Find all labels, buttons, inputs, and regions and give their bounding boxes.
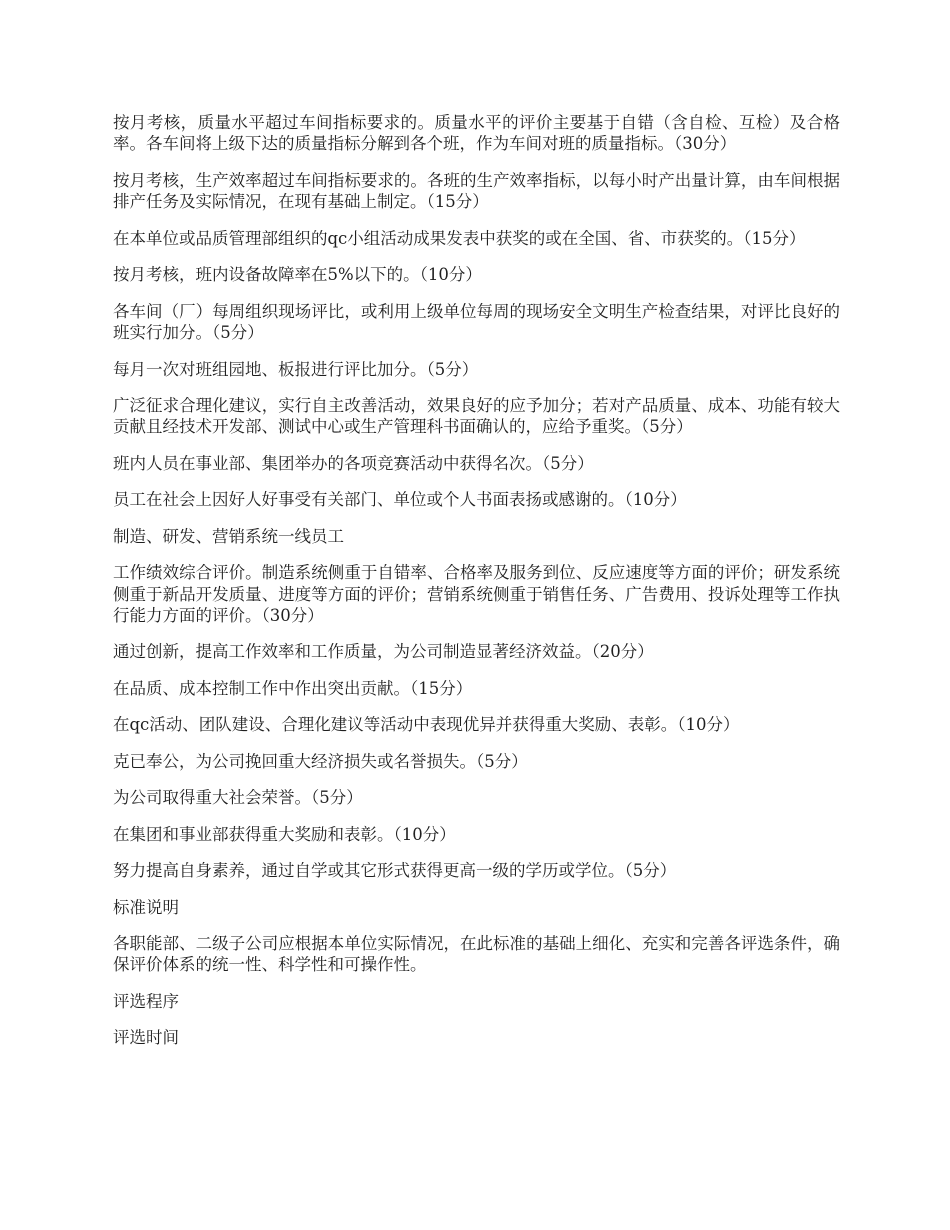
paragraph-competition-rank: 班内人员在事业部、集团举办的各项竞赛活动中获得名次。（5分） — [113, 453, 594, 473]
section-heading-standard-note: 标准说明 — [113, 897, 179, 917]
paragraph-performance-evaluation: 工作绩效综合评价。制造系统侧重于自错率、合格率及服务到位、反应速度等方面的评价；研发系统侧重于新品开发质量、进度等方面的评价；营销系统侧重于销售任务、广告费用、投诉处理等工作执行能力方面的评价。（30分） — [113, 563, 840, 625]
paragraph-quality-level: 按月考核，质量水平超过车间指标要求的。质量水平的评价主要基于自错（含自检、互检）及合格率。各车间将上级下达的质量指标分解到各个班，作为车间对班的质量指标。（30分） — [113, 113, 840, 154]
paragraph-good-deeds: 员工在社会上因好人好事受有关部门、单位或个人书面表扬或感谢的。（10分） — [113, 490, 687, 510]
paragraph-cost-control: 在品质、成本控制工作中作出突出贡献。（15分） — [113, 678, 473, 698]
paragraph-board-evaluation: 每月一次对班组园地、板报进行评比加分。（5分） — [113, 359, 479, 379]
paragraph-loss-recovery: 克已奉公，为公司挽回重大经济损失或名誉损失。（5分） — [113, 751, 528, 771]
paragraph-equipment-failure: 按月考核，班内设备故障率在5%以下的。（10分） — [113, 265, 482, 285]
paragraph-self-improvement: 努力提高自身素养，通过自学或其它形式获得更高一级的学历或学位。（5分） — [113, 861, 677, 881]
paragraph-site-evaluation: 各车间（厂）每周组织现场评比，或利用上级单位每周的现场安全文明生产检查结果，对评比良好的班实行加分。（5分） — [113, 301, 840, 343]
paragraph-qc-award: 在本单位或品质管理部组织的qc小组活动成果发表中获奖的或在全国、省、市获奖的。（15分） — [113, 228, 806, 248]
paragraph-social-honor: 为公司取得重大社会荣誉。（5分） — [113, 788, 363, 808]
paragraph-rationalization: 广泛征求合理化建议，实行自主改善活动，效果良好的应予加分；若对产品质量、成本、功能有较大贡献且经技术开发部、测试中心或生产管理科书面确认的，应给予重奖。（5分） — [113, 395, 840, 437]
section-heading-frontline: 制造、研发、营销系统一线员工 — [113, 526, 344, 546]
section-heading-selection-procedure: 评选程序 — [113, 991, 179, 1011]
paragraph-qc-activities: 在qc活动、团队建设、合理化建议等活动中表现优异并获得重大奖励、表彰。（10分） — [113, 715, 740, 735]
paragraph-innovation: 通过创新，提高工作效率和工作质量，为公司制造显著经济效益。（20分） — [113, 642, 654, 662]
section-heading-selection-time: 评选时间 — [113, 1028, 179, 1048]
paragraph-group-award: 在集团和事业部获得重大奖励和表彰。（10分） — [113, 824, 456, 844]
document-page — [113, 112, 840, 1064]
paragraph-production-efficiency: 按月考核，生产效率超过车间指标要求的。各班的生产效率指标，以每小时产出量计算，由车间根据排产任务及实际情况，在现有基础上制定。（15分） — [113, 170, 840, 212]
paragraph-standard-note: 各职能部、二级子公司应根据本单位实际情况，在此标准的基础上细化、充实和完善各评选条件，确保评价体系的统一性、科学性和可操作性。 — [113, 933, 840, 975]
